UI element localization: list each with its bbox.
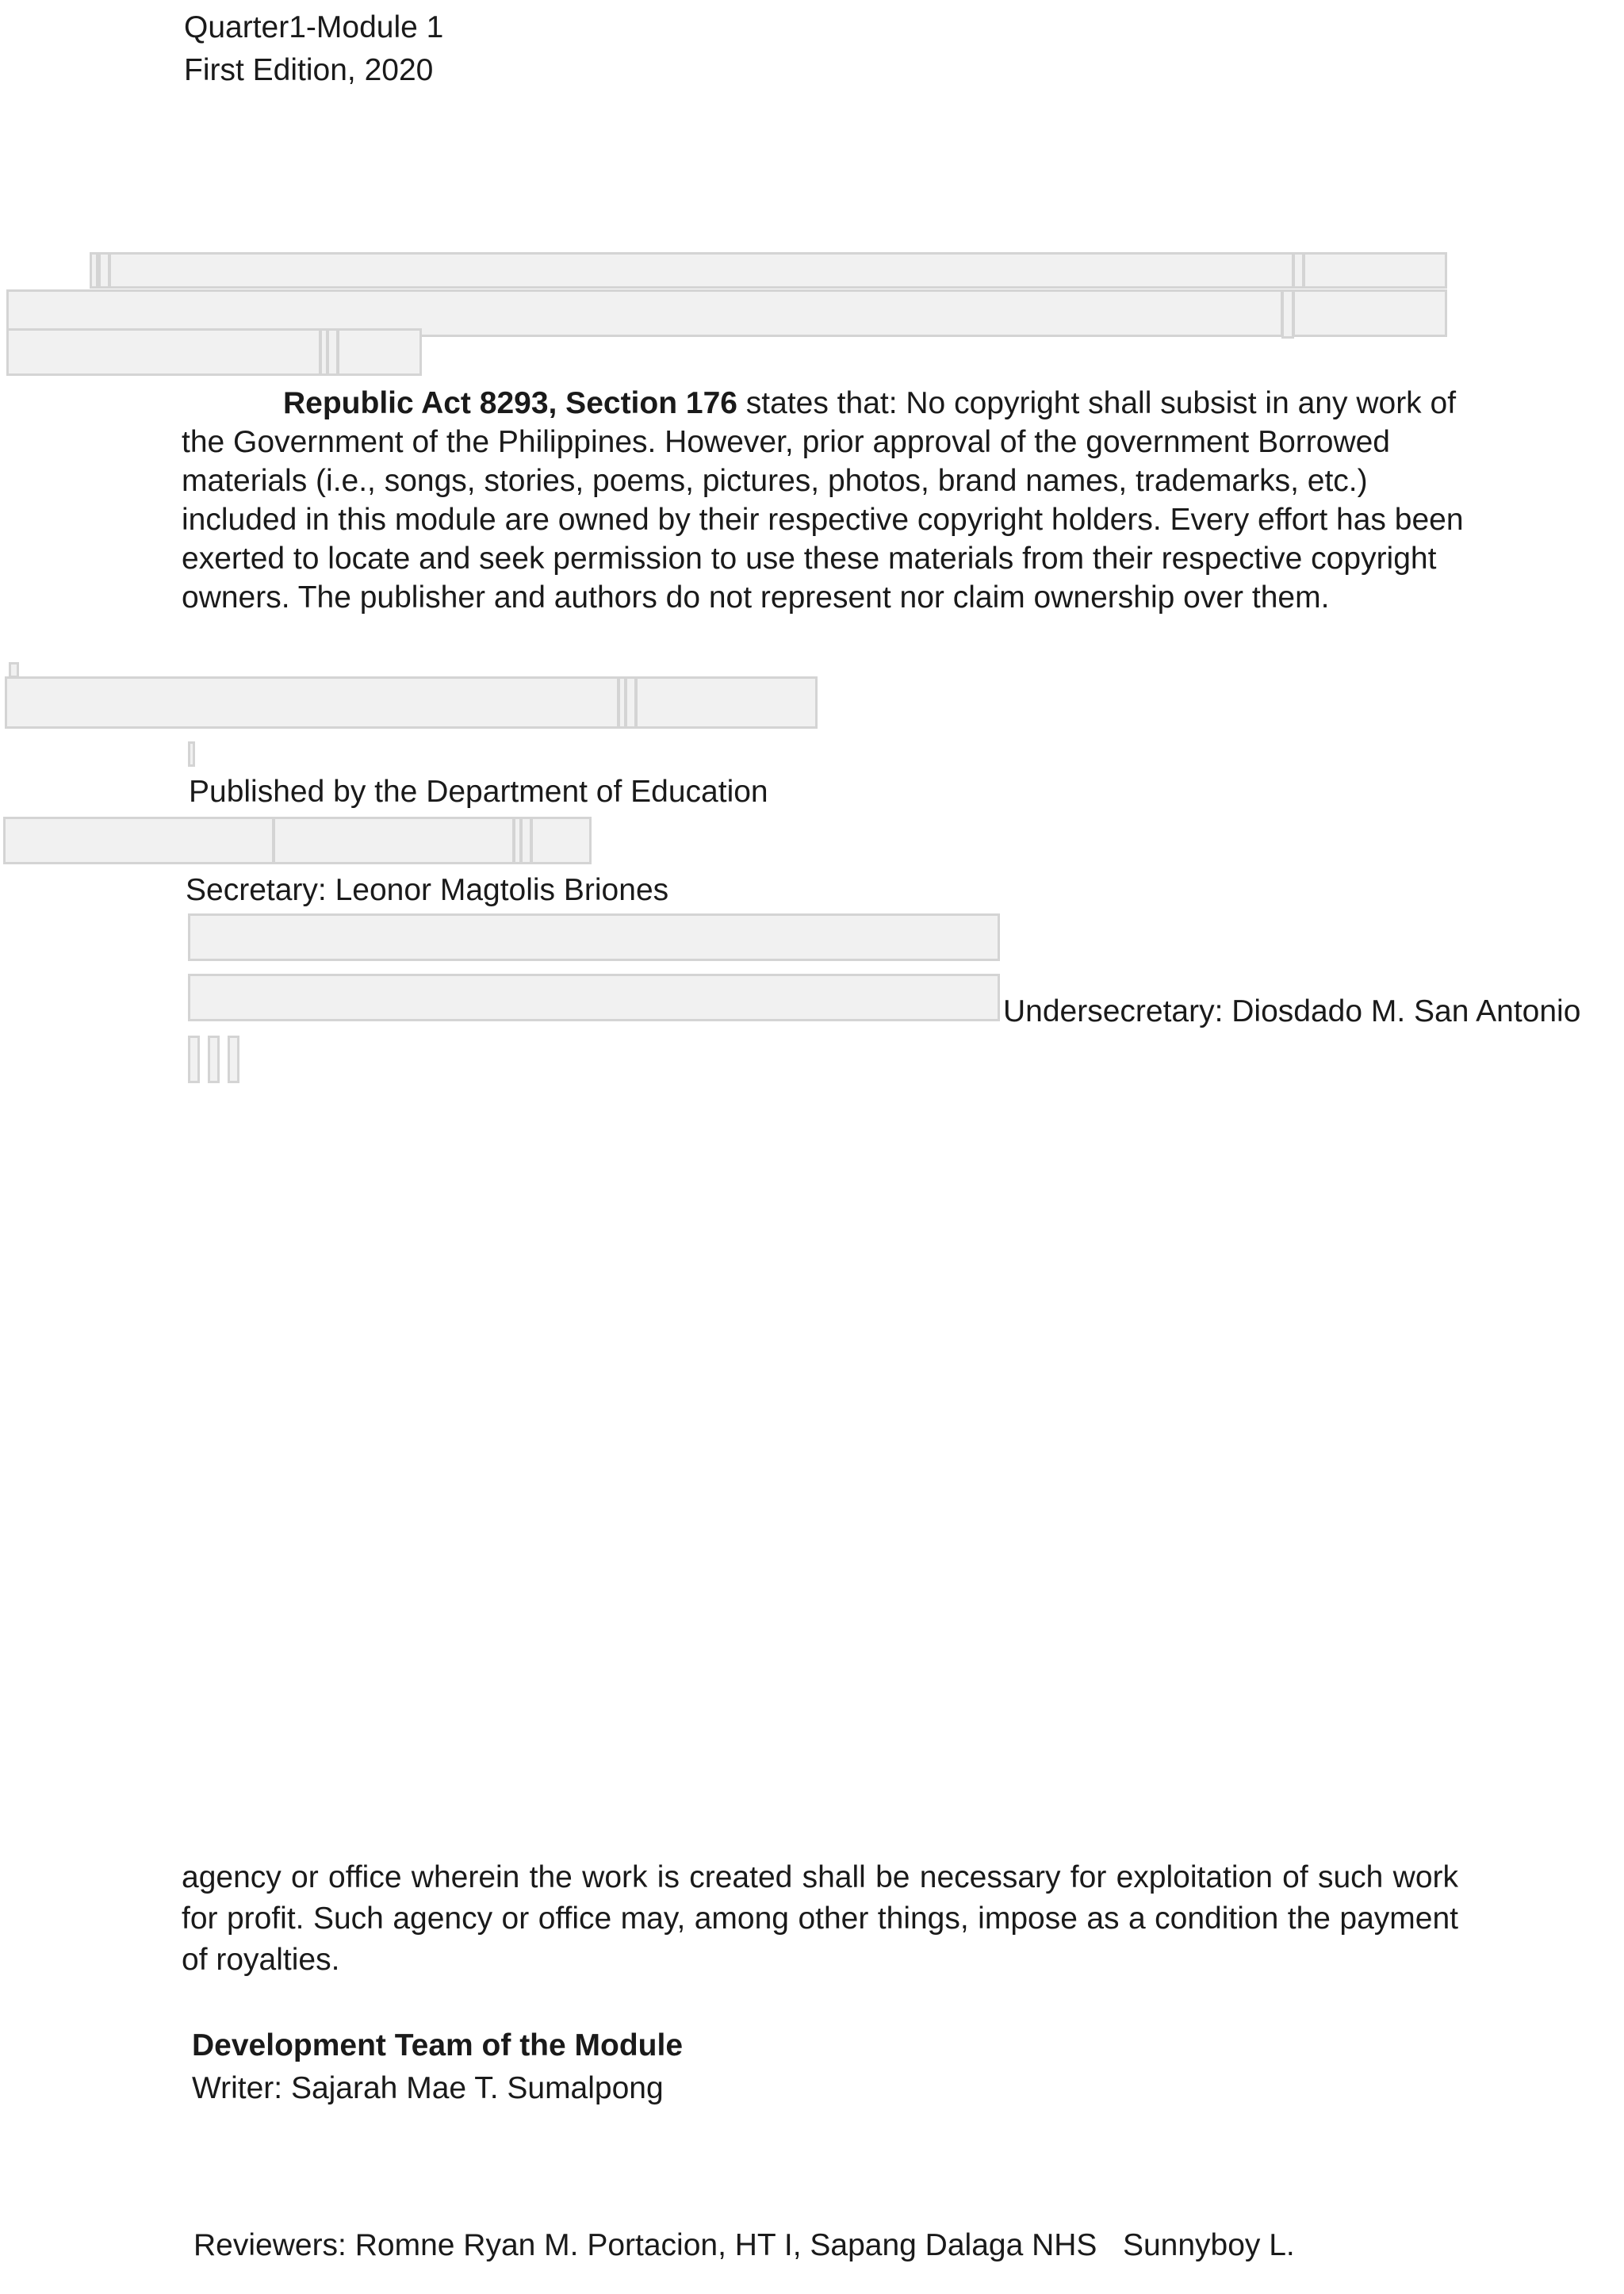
undersecretary-name: Undersecretary: Diosdado M. San Antonio <box>1003 994 1581 1028</box>
copyright-notice <box>182 384 1466 617</box>
copyright-law-reference: Republic Act 8293, Section 176 <box>283 386 737 420</box>
placeholder-field-1 <box>188 913 1000 961</box>
writer-credit: Writer: Sajarah Mae T. Sumalpong <box>192 2071 664 2105</box>
placeholder-tick <box>188 741 195 767</box>
secretary-name: Secretary: Leonor Magtolis Briones <box>186 873 669 907</box>
reviewers-credit: Reviewers: Romne Ryan M. Portacion, HT I, Sapang Dalaga NHS Sunnyboy L. <box>193 2228 1295 2262</box>
module-label: Quarter1-Module 1 <box>184 10 444 44</box>
published-by: Published by the Department of Education <box>189 775 768 809</box>
dev-team-heading: Development Team of the Module <box>192 2028 684 2062</box>
edition-label: First Edition, 2020 <box>184 53 434 87</box>
placeholder-field-2 <box>188 974 1000 1021</box>
copyright-continuation: agency or office wherein the work is created shall be necessary for exploitation of such work for profit. Such agency or office may, among other things, impose as a condition the payment of royalties. <box>182 1860 1458 1977</box>
copyright-text: states that: No copyright shall subsist in any work of the Government of the Philippines. However, prior approval of the government Borrowed materials (i.e., songs, stories, poems, pictures, photos, brand names, trademarks, etc.) included in this module are owned by their respective copyright holders. Every effort has been exerted to locate and seek permission to use these materials from their respective copyright owners. The publisher and authors do not represent nor claim ownership over them. <box>182 386 1464 615</box>
